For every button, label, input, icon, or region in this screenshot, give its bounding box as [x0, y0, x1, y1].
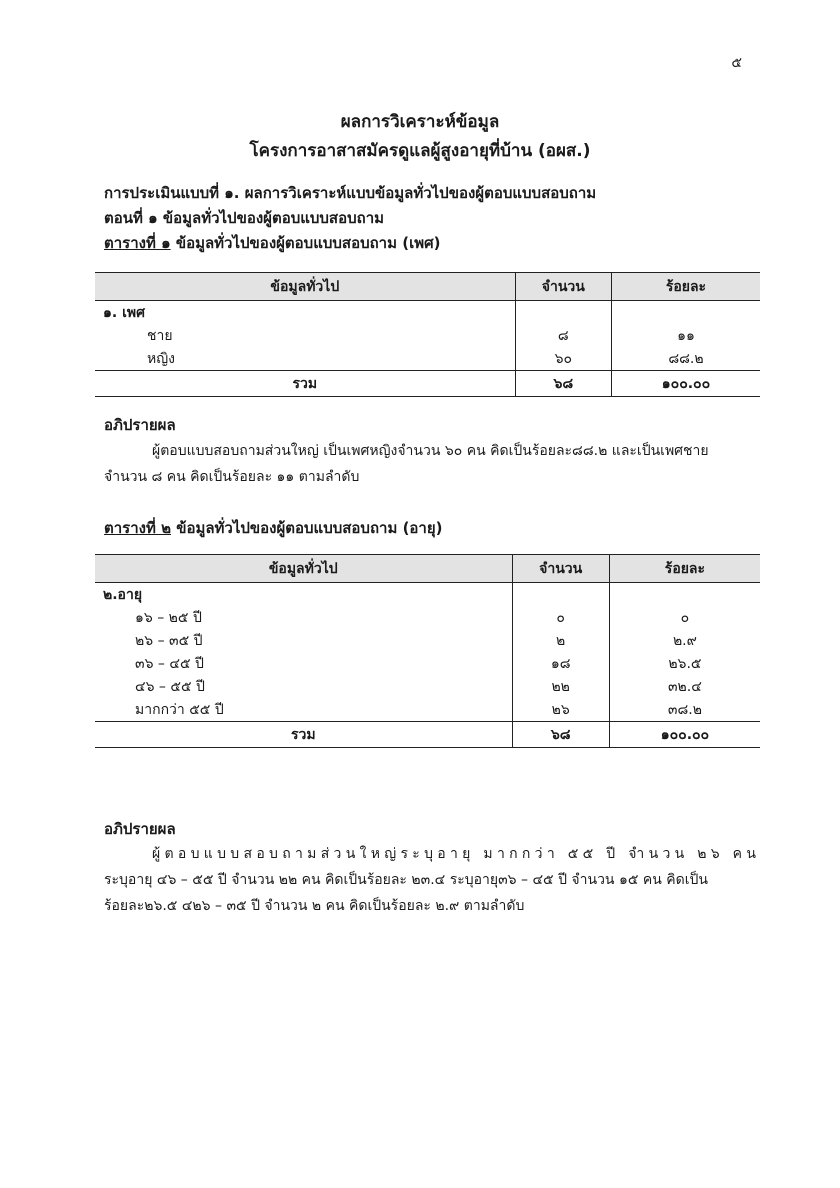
- table1-caption-text: ข้อมูลทั่วไปของผู้ตอบแบบสอบถาม (เพศ): [170, 234, 441, 252]
- header-percent: ร้อยละ: [609, 555, 760, 583]
- part-heading: ตอนที่ ๑ ข้อมูลทั่วไปของผู้ตอบแบบสอบถาม: [104, 209, 385, 227]
- table-row: [95, 606, 760, 629]
- table-row: [95, 652, 760, 675]
- table-group-row: [95, 301, 760, 325]
- table-header-row: [95, 555, 760, 583]
- table-total-row: [95, 371, 760, 397]
- discussion2-paragraph: [104, 841, 761, 919]
- row-count: ๖๐: [515, 347, 611, 371]
- header-info: ข้อมูลทั่วไป: [95, 555, 512, 583]
- row-percent: ๒๖.๕: [609, 652, 760, 675]
- row-percent: ๐: [609, 606, 760, 629]
- header-percent: ร้อยละ: [611, 273, 760, 301]
- page-title: ผลการวิเคราะห์ข้อมูล: [340, 112, 500, 132]
- total-label: รวม: [95, 722, 512, 748]
- row-label: มากกว่า ๕๕ ปี: [135, 701, 224, 718]
- discussion2-line: ผู้ตอบแบบสอบถามส่วนใหญ่ระบุอายุ มากกว่า ๕๕ ปี จำนวน ๒๖ คน: [152, 846, 761, 862]
- table2-caption-text: ข้อมูลทั่วไปของผู้ตอบแบบสอบถาม (อายุ): [170, 519, 443, 537]
- discussion2-line: ร้อยละ๒๖.๕ ๔๒๖ – ๓๕ ปี จำนวน ๒ คน คิดเป็นร้อยละ ๒.๙ ตามลำดับ: [104, 898, 525, 914]
- discussion2-title: อภิปรายผล: [104, 820, 176, 838]
- header-count: จำนวน: [512, 555, 609, 583]
- table-row: [95, 347, 760, 371]
- table-row: [95, 698, 760, 722]
- group-label: ๑. เพศ: [103, 304, 145, 321]
- group-label: ๒.อายุ: [103, 586, 143, 603]
- discussion1-paragraph: [104, 438, 740, 490]
- table-header-row: [95, 273, 760, 301]
- discussion1-title: อภิปรายผล: [104, 416, 176, 434]
- header-info: ข้อมูลทั่วไป: [95, 273, 515, 301]
- assessment-heading: การประเมินแบบที่ ๑. ผลการวิเคราะห์แบบข้อมูลทั่วไปของผู้ตอบแบบสอบถาม: [104, 184, 597, 202]
- total-label: รวม: [95, 371, 515, 397]
- table-row: [95, 629, 760, 652]
- row-count: ๘: [515, 324, 611, 347]
- table2-caption-label: ตารางที่ ๒: [104, 519, 171, 537]
- row-label: ชาย: [147, 327, 173, 344]
- row-percent: ๑๑: [611, 324, 760, 347]
- row-percent: ๓๘.๒: [609, 698, 760, 722]
- row-label: หญิง: [147, 350, 175, 367]
- row-percent: ๘๘.๒: [611, 347, 760, 371]
- row-label: ๑๖ – ๒๕ ปี: [135, 609, 202, 626]
- total-percent: ๑๐๐.๐๐: [611, 371, 760, 397]
- table-row: [95, 675, 760, 698]
- header-count: จำนวน: [515, 273, 611, 301]
- table1-caption-label: ตารางที่ ๑: [104, 234, 171, 252]
- discussion1-line: ผู้ตอบแบบสอบถามส่วนใหญ่ เป็นเพศหญิงจำนวน ๖๐ คน คิดเป็นร้อยละ๘๘.๒ และเป็นเพศชาย: [152, 443, 709, 459]
- row-count: ๒๒: [512, 675, 609, 698]
- row-label: ๒๖ – ๓๕ ปี: [135, 632, 203, 649]
- row-percent: ๒.๙: [609, 629, 760, 652]
- discussion2-line: ระบุอายุ ๔๖ – ๕๕ ปี จำนวน ๒๒ คน คิดเป็นร้อยละ ๒๓.๔ ระบุอายุ๓๖ – ๔๕ ปี จำนวน ๑๕ คน คิดเป็น: [104, 872, 708, 888]
- row-count: ๐: [512, 606, 609, 629]
- row-count: ๒: [512, 629, 609, 652]
- page-number: ๕: [731, 55, 742, 71]
- total-count: ๖๘: [512, 722, 609, 748]
- table1-caption: [104, 231, 440, 255]
- total-percent: ๑๐๐.๐๐: [609, 722, 760, 748]
- discussion1-line: จำนวน ๘ คน คิดเป็นร้อยละ ๑๑ ตามลำดับ: [104, 469, 360, 485]
- table-row: [95, 324, 760, 347]
- row-percent: ๓๒.๔: [609, 675, 760, 698]
- total-count: ๖๘: [515, 371, 611, 397]
- table-total-row: [95, 722, 760, 748]
- row-count: ๒๖: [512, 698, 609, 722]
- page-subtitle: โครงการอาสาสมัครดูแลผู้สูงอายุที่บ้าน (อผส.): [249, 141, 591, 161]
- row-label: ๓๖ – ๔๕ ปี: [135, 655, 204, 672]
- table-group-row: [95, 583, 760, 607]
- row-count: ๑๘: [512, 652, 609, 675]
- gender-table: [95, 272, 760, 397]
- table2-caption: [104, 516, 443, 540]
- age-table: [95, 554, 760, 748]
- row-label: ๔๖ – ๕๕ ปี: [135, 678, 205, 695]
